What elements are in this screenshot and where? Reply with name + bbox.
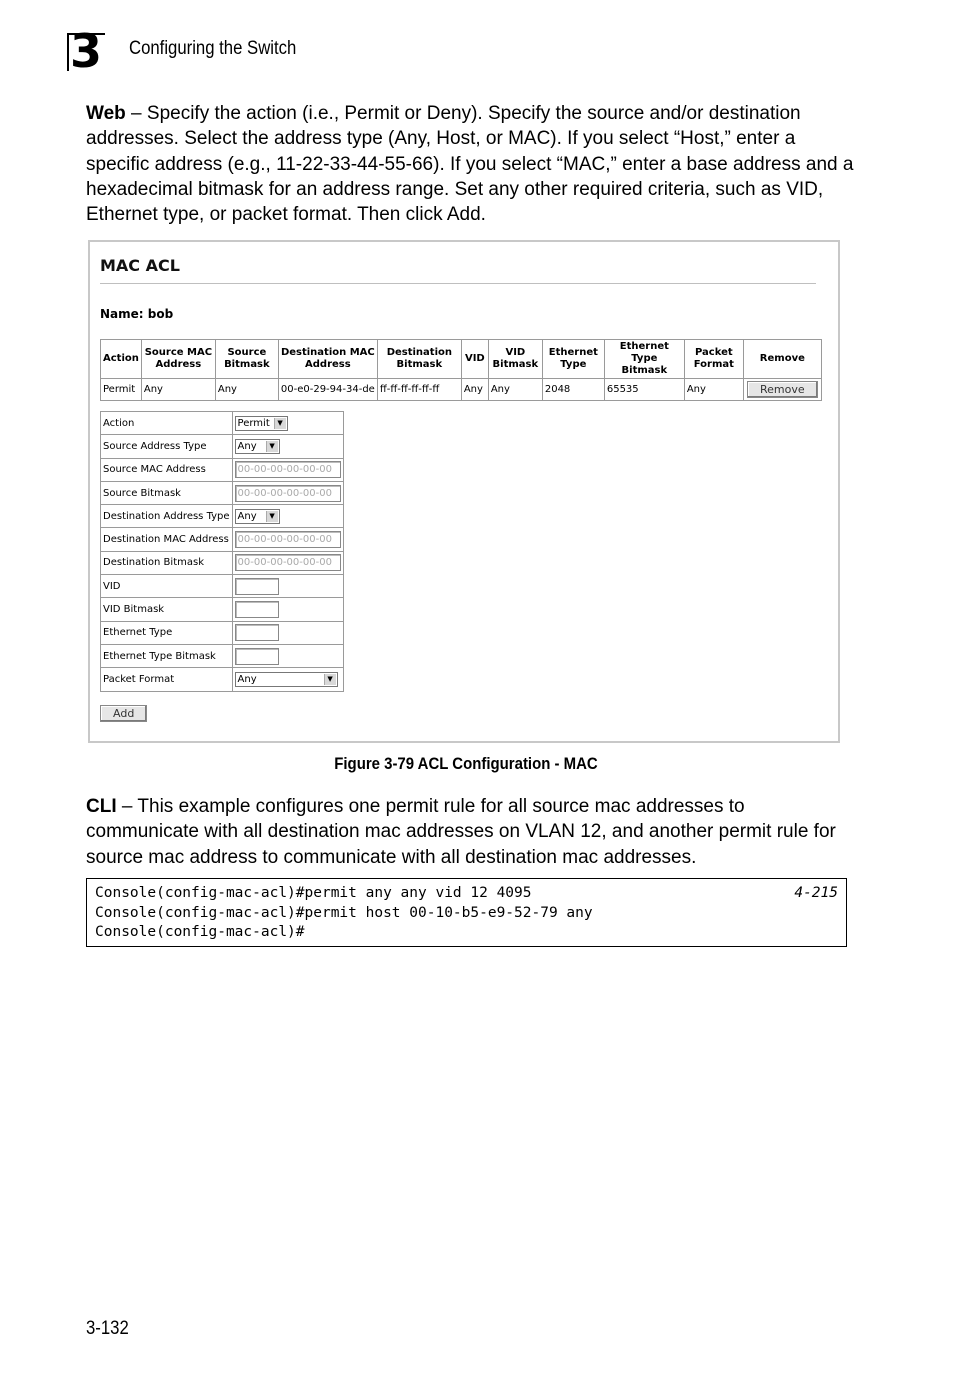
src-bitmask-label: Source Bitmask <box>101 481 233 504</box>
packet-format-select[interactable]: Any ▼ <box>235 672 338 687</box>
col-header: Remove <box>743 340 821 379</box>
dst-mac-label: Destination MAC Address <box>101 528 233 551</box>
table-header-row <box>101 340 822 379</box>
code-line: Console(config-mac-acl)# <box>95 924 305 940</box>
chevron-down-icon: ▼ <box>324 674 336 685</box>
vid-bitmask-input[interactable] <box>235 601 279 618</box>
acl-name: Name: bob <box>100 307 174 321</box>
title-divider <box>100 283 816 284</box>
col-header: Ethernet Type Bitmask <box>604 340 684 379</box>
mac-acl-figure <box>88 240 840 743</box>
cli-text: – This example configures one permit rule for all source mac addresses to communicate with all destination mac addresses on VLAN 12, and another permit rule for source mac address to communicate with all destination mac addresses. <box>86 796 836 868</box>
vid-label: VID <box>101 575 233 598</box>
col-header: Destination Bitmask <box>377 340 461 379</box>
web-text: – Specify the action (i.e., Permit or Deny). Specify the source and/or destination addresses. Select the address type (Any, Host, or MAC). If you select “Host,” enter a specific address (e.g., 11-22-33-44-55-66). If you select “MAC,” enter a base address and a hexadecimal bitmask for an address range. Set any other required criteria, such as VID, Ethernet type, or packet format. Then click Add. <box>86 103 854 226</box>
add-button[interactable]: Add <box>100 705 147 722</box>
form-row-src-mac <box>101 458 344 481</box>
chevron-down-icon: ▼ <box>266 441 278 452</box>
vid-input[interactable] <box>235 578 279 595</box>
src-type-label: Source Address Type <box>101 435 233 458</box>
cell-src-bitmask: Any <box>215 379 278 401</box>
chevron-down-icon: ▼ <box>266 511 278 522</box>
dst-bitmask-label: Destination Bitmask <box>101 551 233 574</box>
cell-dst-bitmask: ff-ff-ff-ff-ff-ff <box>377 379 461 401</box>
form-row-src-type <box>101 435 344 458</box>
form-row-eth-type <box>101 621 344 644</box>
form-row-eth-bitmask <box>101 644 344 667</box>
col-header: Source Bitmask <box>215 340 278 379</box>
dst-type-select[interactable]: Any ▼ <box>235 509 280 524</box>
command-reference: 4-215 <box>794 885 838 901</box>
form-row-dst-type <box>101 505 344 528</box>
cell-action: Permit <box>101 379 142 401</box>
chapter-title: Configuring the Switch <box>129 38 297 59</box>
packet-format-label: Packet Format <box>101 668 233 691</box>
figure-caption: Figure 3-79 ACL Configuration - MAC <box>334 754 598 773</box>
col-header: Source MAC Address <box>141 340 215 379</box>
dst-mac-input[interactable]: 00-00-00-00-00-00 <box>235 531 341 548</box>
col-header: Packet Format <box>684 340 743 379</box>
col-header: VID Bitmask <box>488 340 542 379</box>
action-label: Action <box>101 412 233 435</box>
vid-bitmask-label: VID Bitmask <box>101 598 233 621</box>
cell-eth-type: 2048 <box>542 379 604 401</box>
acl-rules-table <box>100 339 822 401</box>
form-row-packet-format <box>101 668 344 691</box>
remove-button[interactable]: Remove <box>747 381 818 398</box>
form-row-action <box>101 412 344 435</box>
acl-entry-form <box>100 411 344 692</box>
cell-vid: Any <box>461 379 488 401</box>
web-lead: Web <box>86 103 126 124</box>
cli-paragraph <box>86 794 856 870</box>
action-select[interactable]: Permit ▼ <box>235 416 288 431</box>
src-bitmask-input[interactable]: 00-00-00-00-00-00 <box>235 485 341 502</box>
dst-bitmask-input[interactable]: 00-00-00-00-00-00 <box>235 554 341 571</box>
form-row-src-bitmask <box>101 481 344 504</box>
cell-src-mac: Any <box>141 379 215 401</box>
col-header: VID <box>461 340 488 379</box>
web-paragraph <box>86 101 856 227</box>
cell-dst-mac: 00-e0-29-94-34-de <box>278 379 377 401</box>
eth-type-input[interactable] <box>235 624 279 641</box>
cli-lead: CLI <box>86 796 117 817</box>
src-type-select[interactable]: Any ▼ <box>235 439 280 454</box>
chapter-number: 3 <box>70 24 103 78</box>
chevron-down-icon: ▼ <box>274 418 286 429</box>
cell-vid-bitmask: Any <box>488 379 542 401</box>
page-number: 3-132 <box>86 1318 129 1339</box>
cell-eth-bitmask: 65535 <box>604 379 684 401</box>
eth-bitmask-label: Ethernet Type Bitmask <box>101 644 233 667</box>
table-row <box>101 379 822 401</box>
src-mac-input[interactable]: 00-00-00-00-00-00 <box>235 461 341 478</box>
col-header: Ethernet Type <box>542 340 604 379</box>
form-row-vid-bitmask <box>101 598 344 621</box>
code-line: Console(config-mac-acl)#permit host 00-10-b5-e9-52-79 any <box>95 904 593 921</box>
form-row-dst-mac <box>101 528 344 551</box>
eth-bitmask-input[interactable] <box>235 648 279 665</box>
cli-code-block <box>86 878 847 947</box>
src-mac-label: Source MAC Address <box>101 458 233 481</box>
dst-type-label: Destination Address Type <box>101 505 233 528</box>
cell-remove <box>743 379 821 401</box>
form-row-vid <box>101 575 344 598</box>
col-header: Destination MAC Address <box>278 340 377 379</box>
code-line: Console(config-mac-acl)#permit any any vid 12 4095 4-215 <box>95 884 838 904</box>
col-header: Action <box>101 340 142 379</box>
form-row-dst-bitmask <box>101 551 344 574</box>
cell-packet-format: Any <box>684 379 743 401</box>
eth-type-label: Ethernet Type <box>101 621 233 644</box>
figure-title: MAC ACL <box>100 256 180 275</box>
